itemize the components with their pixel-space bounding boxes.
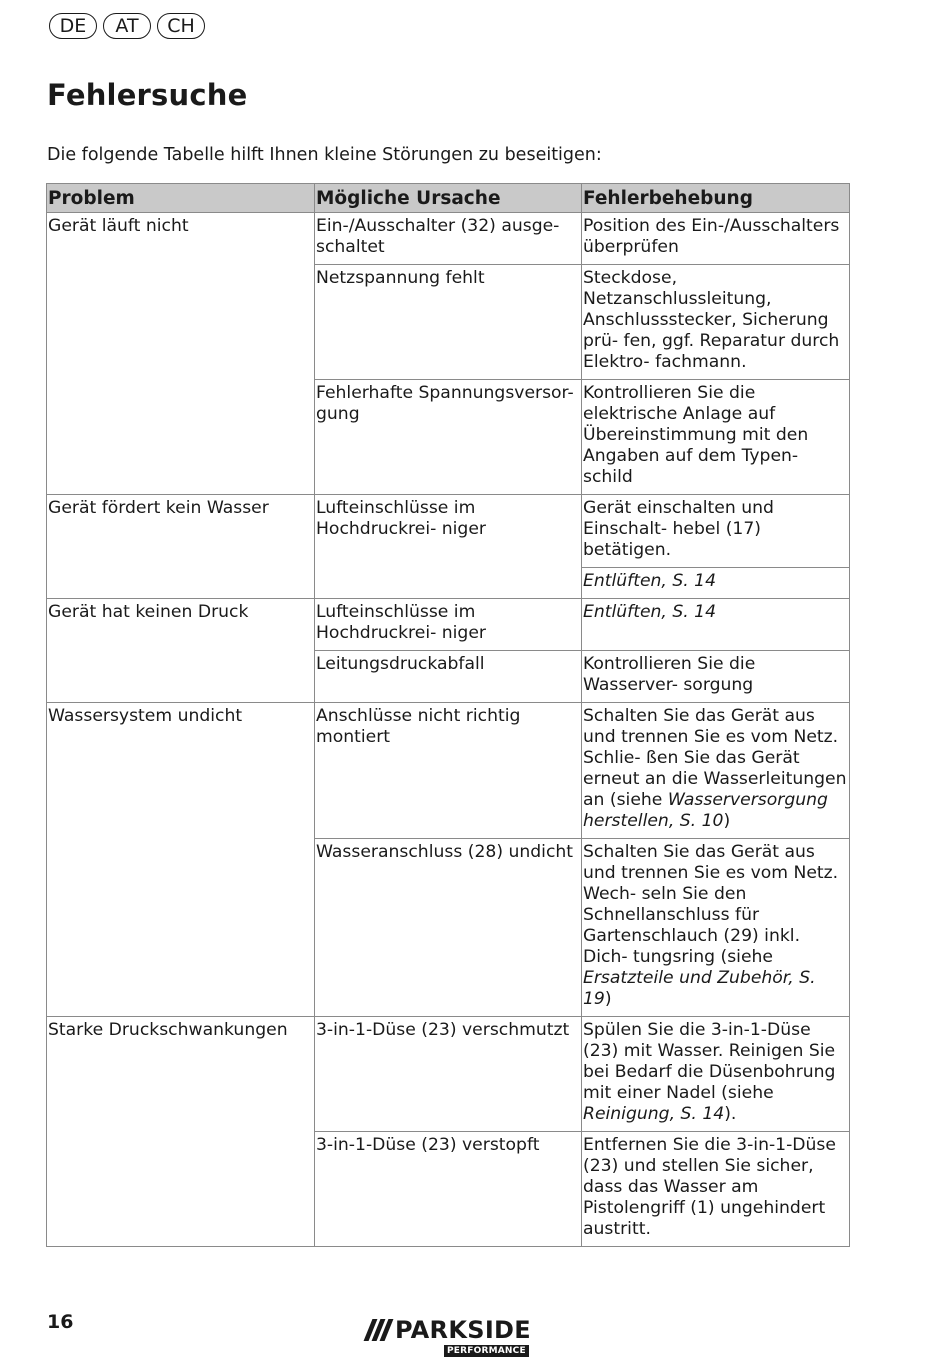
table-row — [47, 703, 850, 839]
remedy-cell: Entfernen Sie die 3-in-1-Düse (23) und stellen Sie sicher, dass das Wasser am Pistolengriff (1) ungehindert austritt. — [582, 1132, 850, 1247]
header-cause: Mögliche Ursache — [315, 184, 582, 213]
header-problem: Problem — [47, 184, 315, 213]
table-row — [47, 1017, 850, 1132]
cause-cell: Ein-/Ausschalter (32) ausge- schaltet — [315, 213, 582, 265]
remedy-text-end: ) — [604, 989, 612, 1009]
remedy-reference: Reinigung, S. 14 — [583, 1104, 725, 1124]
table-row — [47, 599, 850, 651]
remedy-cell: Steckdose, Netzanschlussleitung, Anschlussstecker, Sicherung prü- fen, ggf. Reparatur durch Elektro- fachmann. — [582, 265, 850, 380]
table-row — [47, 213, 850, 265]
cause-cell: Fehlerhafte Spannungsversor- gung — [315, 380, 582, 495]
cause-cell: 3-in-1-Düse (23) verschmutzt — [315, 1017, 582, 1132]
cause-cell: Netzspannung fehlt — [315, 265, 582, 380]
cause-cell: Wasseranschluss (28) undicht — [315, 839, 582, 1017]
remedy-reference: Ersatzteile und Zubehör, S. 19 — [583, 968, 816, 1009]
language-badge-at: AT — [103, 13, 151, 39]
table-row — [47, 495, 850, 568]
remedy-cell — [582, 568, 850, 599]
language-badge-ch: CH — [157, 13, 205, 39]
language-badges — [49, 13, 205, 39]
remedy-cell: Kontrollieren Sie die Wasserver- sorgung — [582, 651, 850, 703]
problem-cell: Wassersystem undicht — [47, 703, 315, 1017]
brand-subtitle: PERFORMANCE — [444, 1345, 529, 1357]
remedy-cell: Kontrollieren Sie die elektrische Anlage auf Übereinstimmung mit den Angaben auf dem Typen- schild — [582, 380, 850, 495]
remedy-text-end: ). — [724, 1104, 737, 1124]
brand-logo — [368, 1316, 530, 1358]
remedy-reference: Wasserversorgung herstellen, S. 10 — [583, 790, 828, 831]
page-title: Fehlersuche — [47, 78, 248, 112]
problem-cell: Gerät hat keinen Druck — [47, 599, 315, 703]
remedy-cell — [582, 839, 850, 1017]
remedy-reference: Entlüften, S. 14 — [583, 602, 717, 622]
cause-cell: Lufteinschlüsse im Hochdruckrei- niger — [315, 495, 582, 599]
cause-cell: Leitungsdruckabfall — [315, 651, 582, 703]
troubleshooting-table — [46, 183, 850, 1247]
remedy-text: Spülen Sie die 3-in-1-Düse (23) mit Wasser. Reinigen Sie bei Bedarf die Düsenbohrung mit einer Nadel (siehe — [583, 1020, 836, 1103]
remedy-text-end: ) — [723, 811, 731, 831]
remedy-text: Schalten Sie das Gerät aus und trennen Sie es vom Netz. Wech- seln Sie den Schnellanschluss für Gartenschlauch (29) inkl. Dich- tungsring (siehe — [583, 842, 839, 967]
language-badge-de: DE — [49, 13, 97, 39]
logo-slashes-icon — [368, 1319, 389, 1341]
header-remedy: Fehlerbehebung — [582, 184, 850, 213]
cause-cell: Lufteinschlüsse im Hochdruckrei- niger — [315, 599, 582, 651]
remedy-text: Schalten Sie das Gerät aus und trennen Sie es vom Netz. Schlie- ßen Sie das Gerät erneut an die Wasserleitungen an (siehe — [583, 706, 847, 810]
remedy-cell: Gerät einschalten und Einschalt- hebel (17) betätigen. — [582, 495, 850, 568]
problem-cell: Gerät läuft nicht — [47, 213, 315, 495]
page-number: 16 — [47, 1311, 74, 1333]
cause-cell: 3-in-1-Düse (23) verstopft — [315, 1132, 582, 1247]
remedy-cell — [582, 599, 850, 651]
brand-name: PARKSIDE — [395, 1316, 531, 1344]
problem-cell: Gerät fördert kein Wasser — [47, 495, 315, 599]
remedy-reference: Entlüften, S. 14 — [583, 571, 717, 591]
problem-cell: Starke Druckschwankungen — [47, 1017, 315, 1247]
remedy-cell — [582, 1017, 850, 1132]
remedy-cell: Position des Ein-/Ausschalters überprüfen — [582, 213, 850, 265]
table-header-row — [47, 184, 850, 213]
remedy-cell — [582, 703, 850, 839]
intro-text: Die folgende Tabelle hilft Ihnen kleine Störungen zu beseitigen: — [47, 145, 602, 165]
cause-cell: Anschlüsse nicht richtig montiert — [315, 703, 582, 839]
